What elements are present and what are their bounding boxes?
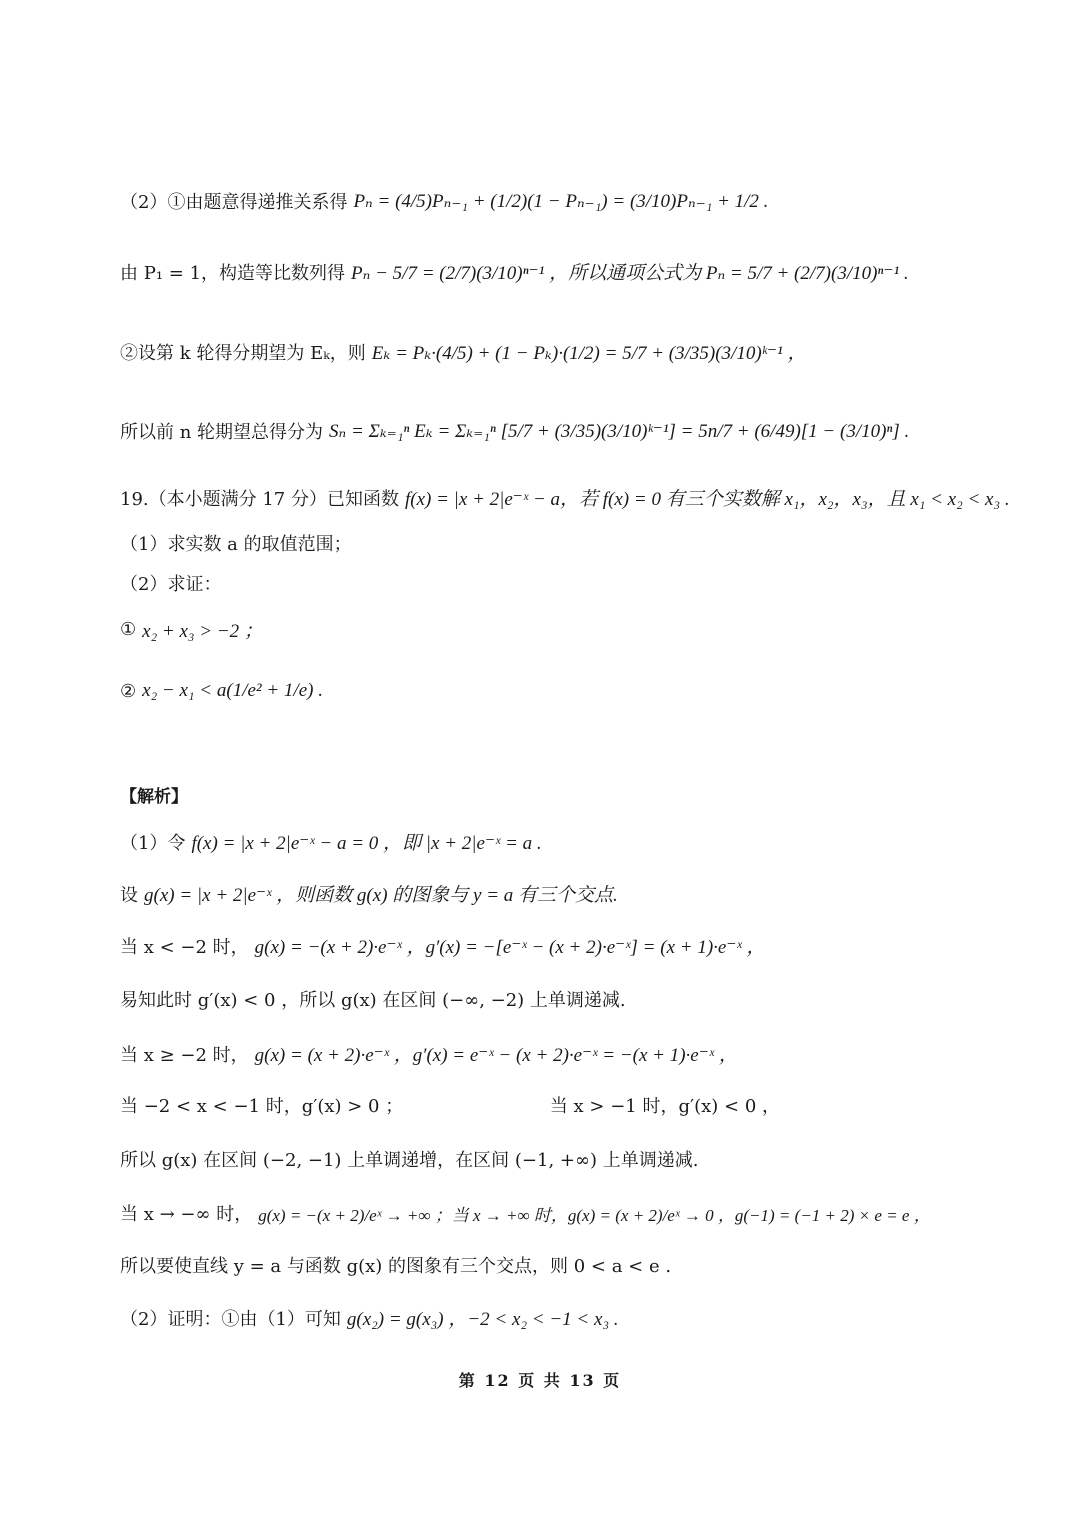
line-text: 由 P₁ = 1，构造等比数列得 (120, 262, 346, 284)
line-math: f(x) = |x + 2|e⁻ˣ − a = 0 ，即 |x + 2|e⁻ˣ = a . (191, 833, 542, 854)
line-math: g(x) = |x + 2|e⁻ˣ ，则函数 g(x) 的图象与 y = a 有三个交点. (144, 885, 618, 906)
line-text: 易知此时 g′(x) < 0 ，所以 g(x) 在区间 (−∞, −2) 上单调递减. (120, 990, 626, 1011)
line-text: 所以要使直线 y = a 与函数 g(x) 的图象有三个交点，则 0 < a < e . (120, 1256, 672, 1277)
line-math: Eₖ = Pₖ·(4/5) + (1 − Pₖ)·(1/2) = 5/7 + (3/35)(3/10)ᵏ⁻¹ ， (371, 343, 807, 364)
line-decreasing (120, 986, 970, 1012)
line-monotonicity (120, 1146, 970, 1172)
line-expectation (120, 338, 970, 365)
page-footer: 第 12 页 共 13 页 (458, 1371, 622, 1390)
line-claim-1 (120, 616, 970, 643)
line-limits (120, 1200, 970, 1226)
line-sign-derivative (120, 1092, 970, 1118)
line-math: g(x) = −(x + 2)·e⁻ˣ ，g′(x) = −[e⁻ˣ − (x + 2)·e⁻ˣ] = (x + 1)·e⁻ˣ ， (254, 937, 766, 958)
line-part-1 (120, 530, 970, 556)
line-math: x₂ − x₁ < a(1/e² + 1/e) . (142, 680, 323, 701)
line-part-2 (120, 570, 970, 596)
line-sum (120, 418, 970, 444)
line-text: （1）令 (120, 832, 186, 854)
line-math: g(x) = −(x + 2)/eˣ → +∞ ；当 x → +∞ 时，g(x) = (x + 2)/eˣ → 0 ，g(−1) = (−1 + 2) × e = e ， (258, 1205, 931, 1225)
line-claim-2 (120, 680, 970, 702)
line-text: （2）求证： (120, 574, 222, 595)
section-heading-analysis (120, 782, 970, 807)
line-math: x₂ + x₃ > −2 ； (142, 621, 263, 642)
line-text: ② (120, 680, 137, 702)
line-text: 所以 g(x) 在区间 (−2, −1) 上单调递增，在区间 (−1, +∞) 上单调递减. (120, 1150, 699, 1171)
line-math: Pₙ − 5/7 = (2/7)(3/10)ⁿ⁻¹ ，所以通项公式为 Pₙ = 5/7 + (2/7)(3/10)ⁿ⁻¹ . (351, 263, 909, 284)
line-math: g(x₂) = g(x₃) ，−2 < x₂ < −1 < x₃ . (346, 1309, 619, 1330)
line-math: 当 x > −1 时，g′(x) < 0 ， (549, 1096, 780, 1117)
line-text: 当 x → −∞ 时， (120, 1204, 253, 1225)
line-text: ②设第 k 轮得分期望为 Eₖ，则 (120, 342, 366, 364)
line-text: 19.（本小题满分 17 分）已知函数 (120, 488, 399, 510)
line-math: f(x) = |x + 2|e⁻ˣ − a，若 f(x) = 0 有三个实数解 x₁，x₂，x₃，且 x₁ < x₂ < x₃ . (404, 489, 1010, 510)
line-text: 设 (120, 884, 138, 906)
line-text: （1）求实数 a 的取值范围； (120, 534, 352, 555)
line-define-g (120, 880, 970, 907)
line-conclusion-a (120, 1252, 970, 1278)
line-text: 当 x ≥ −2 时， (120, 1044, 249, 1066)
line-case-geq-minus2 (120, 1040, 970, 1067)
line-text: ① (120, 619, 137, 640)
line-problem-19 (120, 484, 1010, 511)
line-math: g(x) = (x + 2)·e⁻ˣ ，g′(x) = e⁻ˣ − (x + 2)·e⁻ˣ = −(x + 1)·e⁻ˣ ， (254, 1045, 738, 1066)
line-math: Sₙ = Σₖ₌₁ⁿ Eₖ = Σₖ₌₁ⁿ [5/7 + (3/35)(3/10)ᵏ⁻¹] = 5n/7 + (6/49)[1 − (3/10)ⁿ] . (329, 420, 910, 442)
line-text: 当 −2 < x < −1 时，g′(x) > 0 ； (120, 1096, 404, 1117)
line-text: （2）证明：①由（1）可知 (120, 1308, 341, 1330)
line-text: （2）①由题意得递推关系得 (120, 192, 348, 213)
line-text: 当 x < −2 时， (120, 936, 249, 958)
line-solution-1 (120, 828, 970, 855)
line-case-less-minus2 (120, 932, 970, 959)
line-general-term (120, 258, 970, 285)
line-text: 所以前 n 轮期望总得分为 (120, 422, 324, 443)
line-text: 【解析】 (120, 787, 188, 807)
line-recurrence (120, 188, 970, 214)
line-proof-start (120, 1304, 970, 1331)
line-math: Pₙ = (4/5)Pₙ₋₁ + (1/2)(1 − Pₙ₋₁) = (3/10)Pₙ₋₁ + 1/2 . (353, 190, 769, 212)
